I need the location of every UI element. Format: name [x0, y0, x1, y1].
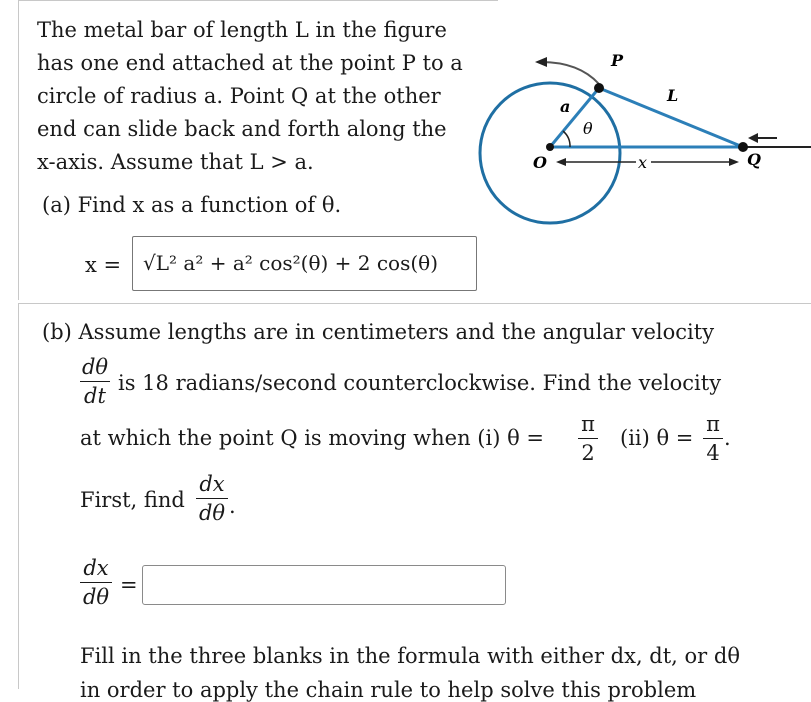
fraction-bar — [703, 438, 723, 439]
point-P — [594, 83, 604, 93]
label-Q: Q — [747, 150, 761, 169]
part-b-line2: is 18 radians/second counterclockwise. Find the velocity — [118, 371, 722, 395]
fraction-bar — [80, 381, 110, 382]
answer-a-box[interactable] — [132, 236, 477, 291]
fraction-bar — [578, 438, 598, 439]
part-a-prompt: (a) Find x as a function of θ. — [42, 193, 342, 217]
rotation-arrowhead — [535, 57, 547, 67]
label-x: x — [638, 153, 648, 172]
fill-in-instruction-line2: in order to apply the chain rule to help solve this problem — [80, 678, 697, 702]
pi-over-4-fraction — [703, 412, 723, 465]
pi-over-2-fraction — [578, 412, 598, 465]
fill-in-instruction: Fill in the three blanks in the formula with either dx, dt, or dθ — [80, 644, 740, 668]
intro-line-3: circle of radius a. Point Q at the other — [37, 84, 441, 108]
pi-numerator: π — [706, 412, 720, 436]
first-find-dx-dtheta — [196, 472, 228, 525]
label-theta: θ — [583, 119, 593, 138]
panel-left-border — [18, 0, 19, 300]
label-P: P — [611, 51, 624, 70]
point-O — [546, 143, 554, 151]
dx-dtheta-equals: = — [120, 573, 138, 597]
two-denominator: 2 — [581, 441, 595, 465]
fraction-bar — [80, 582, 112, 583]
part-b-top-border — [18, 303, 811, 304]
first-find-label: First, find — [80, 488, 185, 512]
dx-dtheta-input[interactable] — [142, 565, 506, 605]
dtheta-denominator: dθ — [82, 585, 110, 609]
rotation-arrow-arc — [541, 62, 599, 84]
pi-numerator: π — [581, 412, 595, 436]
theta-arc — [563, 131, 570, 147]
slide-arrowhead — [748, 133, 758, 143]
label-O: O — [533, 153, 547, 172]
intro-line-4: end can slide back and forth along the — [37, 117, 447, 141]
part-b-left-border — [18, 303, 19, 689]
circle — [480, 83, 620, 223]
dtheta-numerator: dθ — [81, 355, 109, 379]
first-find-period: . — [229, 494, 236, 518]
answer-a-value: √L² a² + a² cos²(θ) + 2 cos(θ) — [143, 251, 438, 275]
label-a: a — [560, 97, 571, 116]
fraction-bar — [196, 498, 228, 499]
answer-a-lhs: x = — [85, 253, 122, 277]
dtheta-denominator: dθ — [198, 501, 226, 525]
four-denominator: 4 — [706, 441, 720, 465]
part-b-line3: at which the point Q is moving when (i) θ = — [80, 426, 544, 450]
label-L: L — [667, 86, 679, 105]
radius-line — [550, 88, 599, 147]
intro-line-5: x-axis. Assume that L > a. — [37, 150, 314, 174]
dx-numerator: dx — [83, 556, 109, 580]
bar-circle-figure — [471, 0, 811, 240]
part-b-ii: (ii) θ = — [620, 426, 694, 450]
panel-top-border — [18, 0, 498, 1]
intro-line-1: The metal bar of length L in the figure — [37, 18, 447, 42]
x-arrowhead-right — [729, 158, 739, 166]
part-b-ii-period: . — [724, 426, 731, 450]
dt-denominator: dt — [84, 384, 106, 408]
dx-numerator: dx — [199, 472, 225, 496]
dtheta-dt-fraction — [80, 355, 110, 408]
part-b-line1: (b) Assume lengths are in centimeters and the angular velocity — [42, 320, 715, 344]
intro-line-2: has one end attached at the point P to a — [37, 51, 463, 75]
dx-dtheta-lhs — [80, 556, 112, 609]
